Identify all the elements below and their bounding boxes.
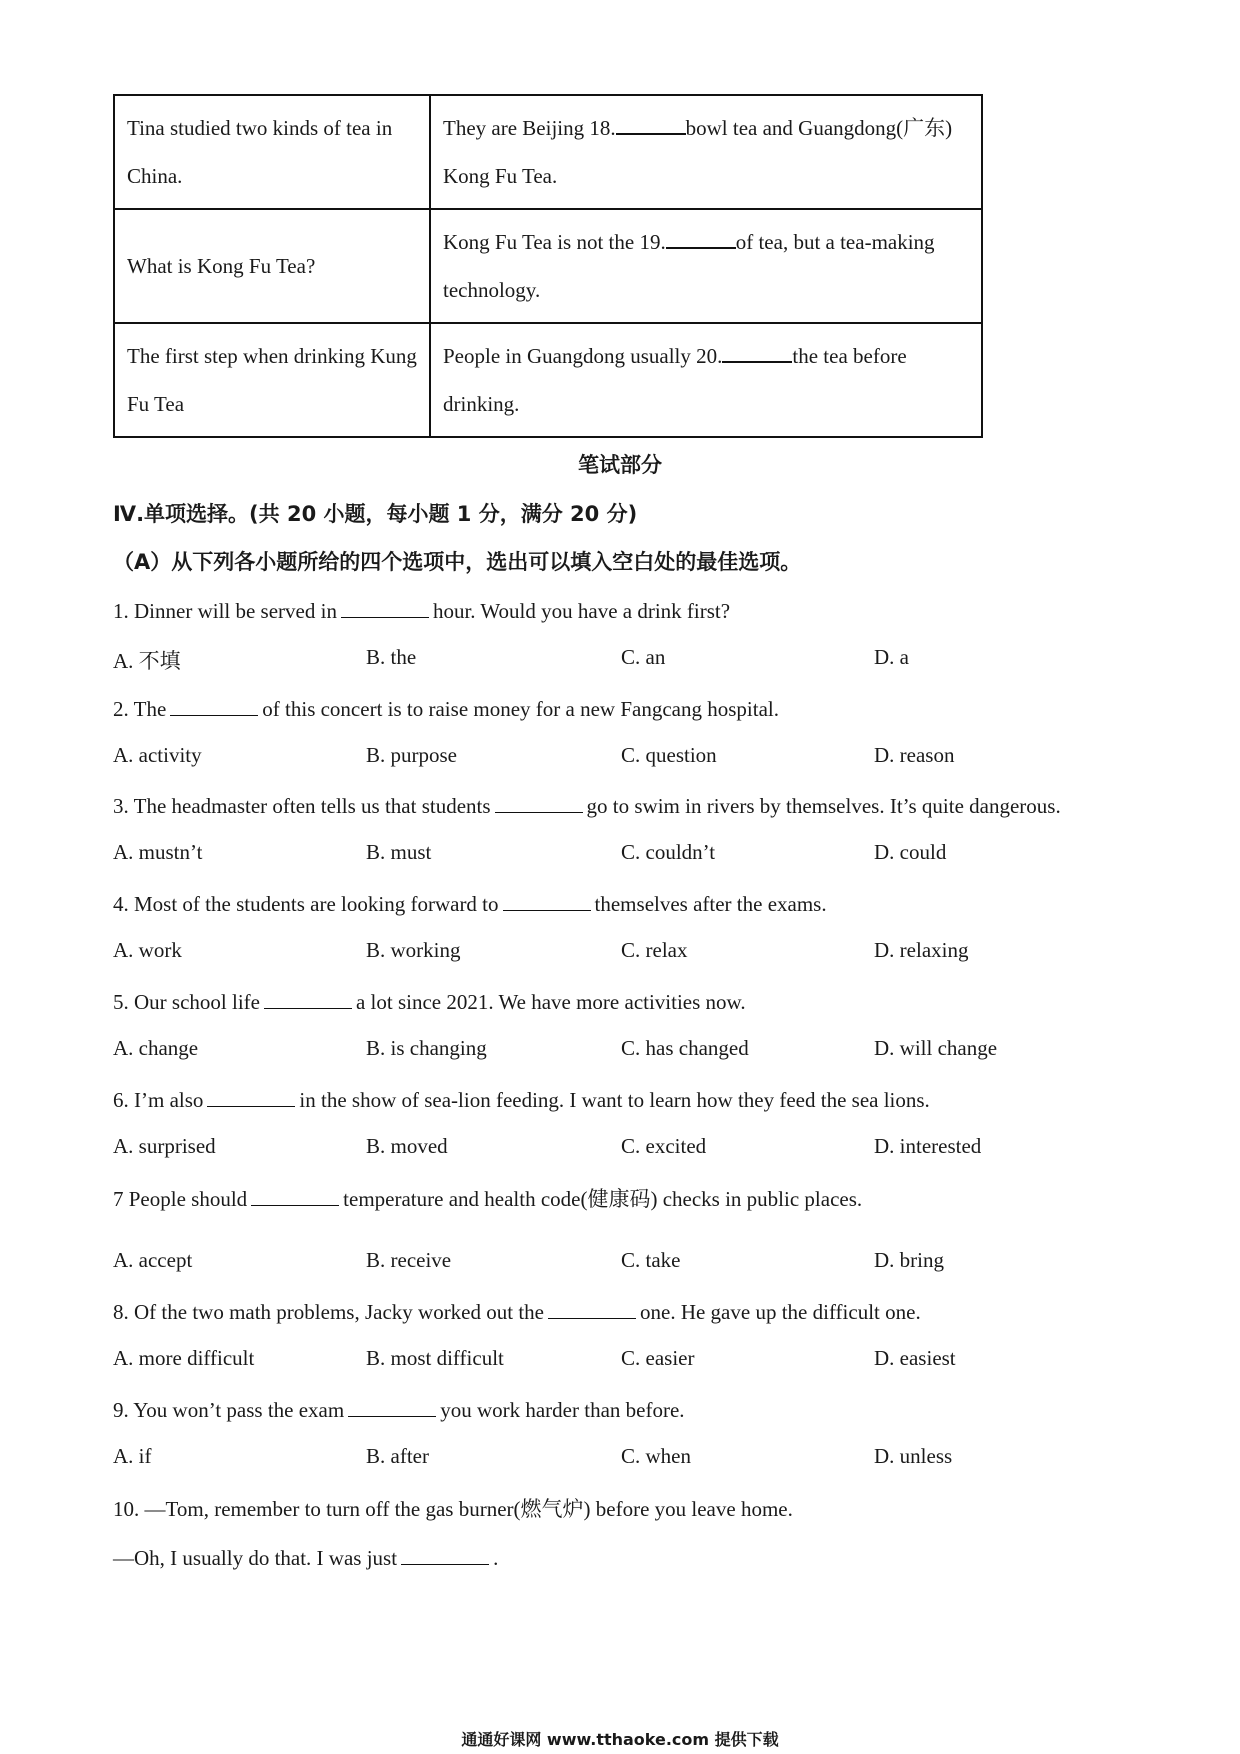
question-text: a lot since 2021. We have more activities now. (355, 990, 746, 1014)
table-cell-right (430, 209, 982, 323)
question-text: of this concert is to raise money for a new Fangcang hospital. (262, 697, 779, 721)
question-text: 1. Dinner will be served in (113, 599, 337, 623)
answer-blank[interactable] (495, 791, 583, 813)
option-a[interactable]: A. activity (113, 743, 202, 767)
section-title: 笔试部分 (578, 453, 662, 477)
question-text: go to swim in rivers by themselves. It’s quite dangerous. (586, 794, 1061, 818)
option-d[interactable]: D. will change (874, 1036, 998, 1060)
question-6 (113, 1085, 930, 1113)
answer-blank[interactable] (348, 1395, 436, 1417)
table-row (114, 209, 982, 323)
option-b[interactable]: B. must (366, 840, 432, 864)
answer-blank[interactable] (616, 110, 686, 135)
option-c[interactable]: C. couldn’t (621, 840, 716, 864)
question-text: 4. Most of the students are looking forward to (113, 892, 499, 916)
answer-blank[interactable] (548, 1297, 636, 1319)
answer-blank[interactable] (207, 1085, 295, 1107)
question-text: temperature and health code(健康码) checks in public places. (343, 1187, 863, 1211)
answer-blank[interactable] (401, 1543, 489, 1565)
answer-blank[interactable] (341, 596, 429, 618)
question-text: . (493, 1546, 499, 1570)
question-text: 5. Our school life (113, 990, 260, 1014)
table-cell-right (430, 323, 982, 437)
option-c[interactable]: C. when (621, 1444, 691, 1468)
question-text: 2. The (113, 697, 167, 721)
question-text: one. He gave up the difficult one. (640, 1300, 921, 1324)
option-b[interactable]: B. receive (366, 1248, 452, 1272)
option-c[interactable]: C. relax (621, 938, 688, 962)
instruction-heading: （A）从下列各小题所给的四个选项中，选出可以填入空白处的最佳选项。 (113, 550, 802, 574)
option-d[interactable]: D. interested (874, 1134, 982, 1158)
cell-text: the tea before drinking. (443, 344, 907, 416)
question-7 (113, 1183, 862, 1213)
question-1 (113, 596, 730, 624)
option-c[interactable]: C. take (621, 1248, 681, 1272)
question-text: 7 People should (113, 1187, 248, 1211)
question-text: 6. I’m also (113, 1088, 204, 1112)
question-text: —Oh, I usually do that. I was just (113, 1546, 398, 1570)
answer-blank[interactable] (503, 889, 591, 911)
option-d[interactable]: D. could (874, 840, 947, 864)
cell-text: They are Beijing 18. (443, 116, 616, 140)
option-d[interactable]: D. easiest (874, 1346, 956, 1370)
option-a[interactable]: A. surprised (113, 1134, 216, 1158)
option-c[interactable]: C. an (621, 645, 666, 669)
question-text: 9. You won’t pass the exam (113, 1398, 345, 1422)
question-8 (113, 1297, 921, 1325)
cell-text: of tea, but a tea-making technology. (443, 230, 935, 302)
info-table (113, 94, 983, 438)
footer-watermark: 通通好课网 www.tthaoke.com 提供下载 (461, 1730, 779, 1749)
question-10: 10. —Tom, remember to turn off the gas burner(燃气炉) before you leave home. (113, 1497, 793, 1521)
question-10-reply (113, 1543, 498, 1571)
table-cell-right (430, 95, 982, 209)
cell-text: bowl tea and Guangdong(广东) Kong Fu Tea. (443, 116, 953, 188)
question-2 (113, 694, 779, 722)
option-d[interactable]: D. bring (874, 1248, 944, 1272)
question-text: themselves after the exams. (594, 892, 827, 916)
option-a[interactable]: A. mustn’t (113, 840, 203, 864)
question-5 (113, 987, 746, 1015)
option-a[interactable]: A. more difficult (113, 1346, 255, 1370)
question-4 (113, 889, 827, 917)
table-cell-left: What is Kong Fu Tea? (114, 209, 430, 323)
option-d[interactable]: D. a (874, 645, 909, 669)
option-a[interactable]: A. 不填 (113, 649, 181, 673)
option-c[interactable]: C. question (621, 743, 717, 767)
question-text: you work harder than before. (440, 1398, 685, 1422)
question-3 (113, 791, 1061, 819)
table-cell-left: Tina studied two kinds of tea in China. (114, 95, 430, 209)
table-row (114, 95, 982, 209)
answer-blank[interactable] (722, 338, 792, 363)
cell-text: People in Guangdong usually 20. (443, 344, 723, 368)
option-a[interactable]: A. accept (113, 1248, 193, 1272)
option-d[interactable]: D. unless (874, 1444, 953, 1468)
option-c[interactable]: C. excited (621, 1134, 707, 1158)
option-c[interactable]: C. has changed (621, 1036, 749, 1060)
answer-blank[interactable] (666, 224, 736, 249)
option-b[interactable]: B. purpose (366, 743, 457, 767)
answer-blank[interactable] (170, 694, 258, 716)
option-c[interactable]: C. easier (621, 1346, 695, 1370)
answer-blank[interactable] (251, 1184, 339, 1206)
question-text: 3. The headmaster often tells us that students (113, 794, 491, 818)
option-b[interactable]: B. is changing (366, 1036, 487, 1060)
option-a[interactable]: A. if (113, 1444, 152, 1468)
option-d[interactable]: D. relaxing (874, 938, 969, 962)
option-b[interactable]: B. most difficult (366, 1346, 504, 1370)
question-text: 8. Of the two math problems, Jacky worked out the (113, 1300, 544, 1324)
question-text: in the show of sea-lion feeding. I want to learn how they feed the sea lions. (299, 1088, 930, 1112)
question-text: hour. Would you have a drink first? (432, 599, 731, 623)
table-row (114, 323, 982, 437)
section-heading: Ⅳ.单项选择。(共 20 小题，每小题 1 分，满分 20 分) (113, 502, 638, 526)
option-a[interactable]: A. work (113, 938, 182, 962)
option-b[interactable]: B. moved (366, 1134, 448, 1158)
option-a[interactable]: A. change (113, 1036, 199, 1060)
option-b[interactable]: B. the (366, 645, 417, 669)
cell-text: Kong Fu Tea is not the 19. (443, 230, 666, 254)
answer-blank[interactable] (264, 987, 352, 1009)
option-b[interactable]: B. after (366, 1444, 429, 1468)
option-d[interactable]: D. reason (874, 743, 955, 767)
question-9 (113, 1395, 685, 1423)
option-b[interactable]: B. working (366, 938, 461, 962)
table-cell-left: The first step when drinking Kung Fu Tea (114, 323, 430, 437)
